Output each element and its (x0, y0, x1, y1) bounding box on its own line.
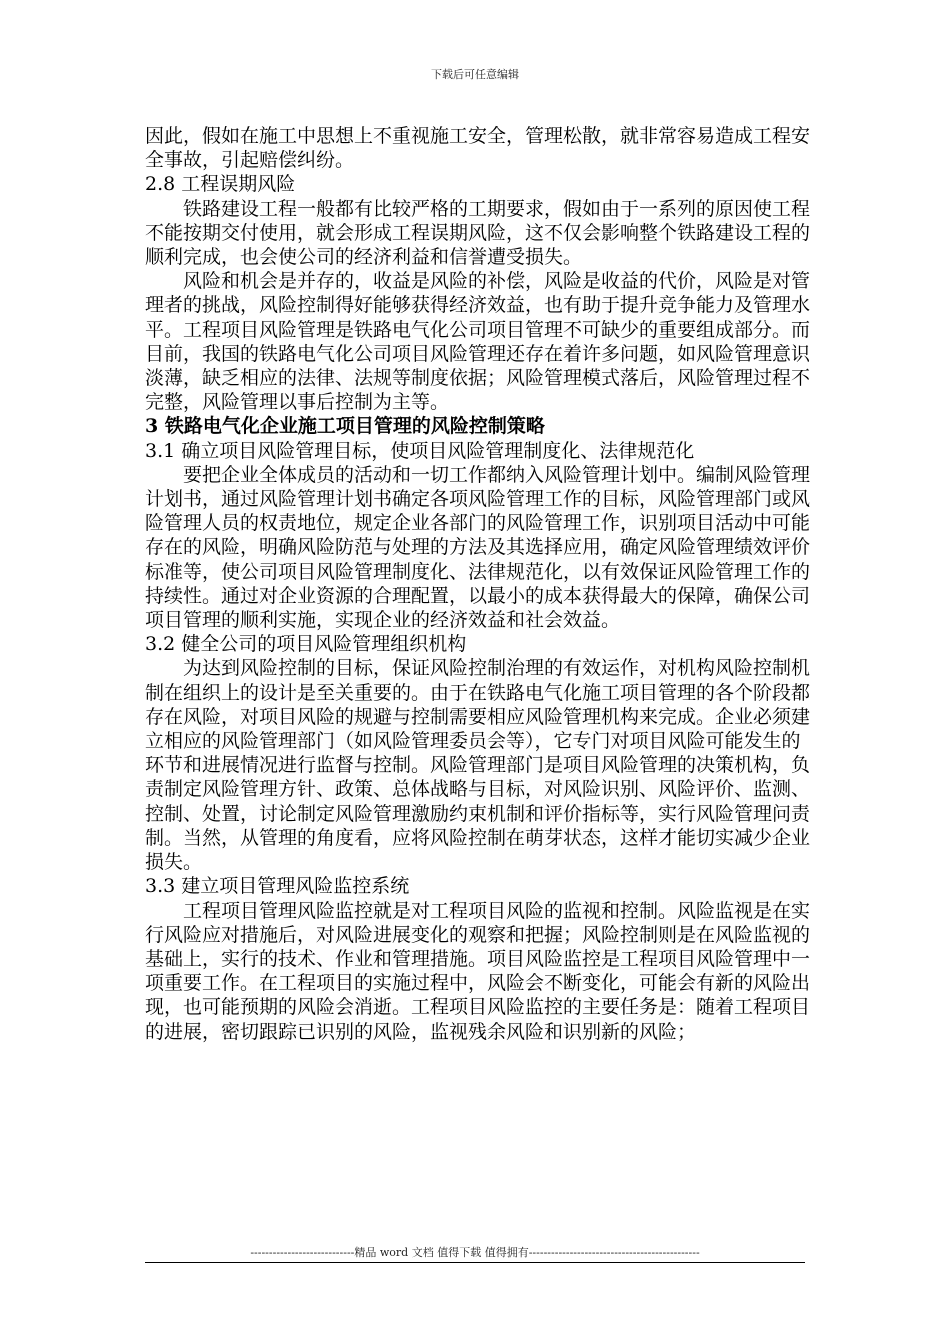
page-footer-note: ----------------------------精品 word 文档 值得下载 值得拥有---------------------------------------------- (250, 1246, 700, 1259)
section-heading-2-8: 2.8 工程误期风险 (145, 173, 296, 196)
section-heading-3-2: 3.2 健全公司的项目风险管理组织机构 (145, 633, 467, 656)
section-heading-3-3: 3.3 建立项目管理风险监控系统 (145, 875, 410, 898)
page-header-note: 下载后可任意编辑 (431, 68, 519, 81)
paragraph: 工程项目管理风险监控就是对工程项目风险的监视和控制。风险监视是在实行风险应对措施后，对风险进展变化的观察和把握；风险控制则是在风险监视的基础上，实行的技术、作业和管理措施。项目风险监控是工程项目风险管理中一项重要工作。在工程项目的实施过程中，风险会不断变化，可能会有新的风险出现，也可能预期的风险会消逝。工程项目风险监控的主要任务是：随着工程项目的进展，密切跟踪已识别的风险，监视残余风险和识别新的风险； (145, 899, 811, 1043)
chapter-heading-3: 3 铁路电气化企业施工项目管理的风险控制策略 (145, 415, 545, 438)
paragraph: 风险和机会是并存的，收益是风险的补偿，风险是收益的代价，风险是对管理者的挑战，风险控制得好能够获得经济效益，也有助于提升竞争能力及管理水平。工程项目风险管理是铁路电气化公司项目管理不可缺少的重要组成部分。而目前，我国的铁路电气化公司项目风险管理还存在着许多问题，如风险管理意识淡薄，缺乏相应的法律、法规等制度依据；风险管理模式落后，风险管理过程不完整，风险管理以事后控制为主等。 (145, 270, 811, 414)
paragraph: 要把企业全体成员的活动和一切工作都纳入风险管理计划中。编制风险管理计划书，通过风险管理计划书确定各项风险管理工作的目标，风险管理部门或风险管理人员的权责地位，规定企业各部门的风险管理工作，识别项目活动中可能存在的风险，明确风险防范与处理的方法及其选择应用，确定风险管理绩效评价标准等，使公司项目风险管理制度化、法律规范化，以有效保证风险管理工作的持续性。通过对企业资源的合理配置，以最小的成本获得最大的保障，确保公司项目管理的顺利实施，实现企业的经济效益和社会效益。 (145, 463, 811, 632)
paragraph: 为达到风险控制的目标，保证风险控制治理的有效运作，对机构风险控制机制在组织上的设计是至关重要的。由于在铁路电气化施工项目管理的各个阶段都存在风险，对项目风险的规避与控制需要相应风险管理机构来完成。企业必须建立相应的风险管理部门（如风险管理委员会等），它专门对项目风险可能发生的环节和进展情况进行监督与控制。风险管理部门是项目风险管理的决策机构，负责制定风险管理方针、政策、总体战略与目标，对风险识别、风险评价、监测、控制、处置，讨论制定风险管理激励约束机制和评价指标等，实行风险管理问责制。当然，从管理的角度看，应将风险控制在萌芽状态，这样才能切实减少企业损失。 (145, 657, 811, 874)
paragraph: 因此，假如在施工中思想上不重视施工安全，管理松散，就非常容易造成工程安全事故，引起赔偿纠纷。 (145, 125, 811, 172)
paragraph: 铁路建设工程一般都有比较严格的工期要求，假如由于一系列的原因使工程不能按期交付使用，就会形成工程误期风险，这不仅会影响整个铁路建设工程的顺利完成，也会使公司的经济利益和信誉遭受损失。 (145, 197, 811, 269)
document-body (145, 124, 810, 1044)
footer-divider (145, 1262, 805, 1263)
section-heading-3-1: 3.1 确立项目风险管理目标，使项目风险管理制度化、法律规范化 (145, 439, 695, 462)
